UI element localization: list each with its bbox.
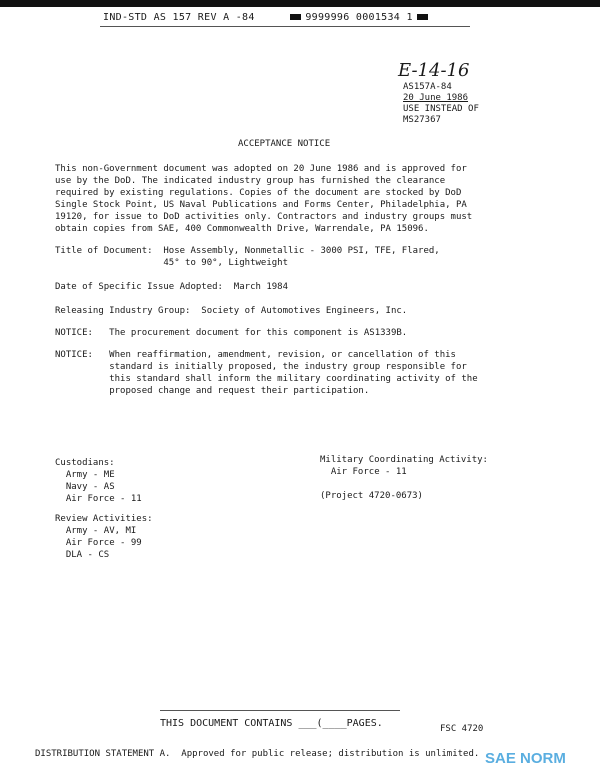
document-reference — [403, 82, 479, 126]
intro-paragraph: This non-Government document was adopted on 20 June 1986 and is approved for use by the DoD. The indicated industry group has furnished the clearance required by existing regulations. Copies of the document are stocked by DoD Single Stock Point, US Naval Publications and Forms Center, Philadelphia, PA 19120, for issue to DoD activities only. Contractors and industry groups must obtain copies from SAE, 400 Commonwealth Drive, Warrendale, PA 15096. — [55, 164, 473, 234]
review-activities: Review Activities: Army - AV, MI Air Force - 99 DLA - CS — [55, 514, 153, 560]
notice-procurement: NOTICE: The procurement document for this component is AS1339B. — [55, 328, 408, 338]
military-coordinating-activity: Military Coordinating Activity: Air Force - 11 (Project 4720-0673) — [320, 455, 488, 501]
notice-reaffirmation: NOTICE: When reaffirmation, amendment, revision, or cancellation of this standard is initially proposed, the industry group responsible for this standard shall inform the military coordinating activity of the proposed change and request their participation. — [55, 350, 478, 396]
page-title: ACCEPTANCE NOTICE — [238, 139, 331, 149]
date-adopted: Date of Specific Issue Adopted: March 1984 — [55, 282, 288, 292]
use-instead-label: USE INSTEAD OF — [403, 104, 479, 114]
scan-top-border — [0, 0, 600, 7]
fsc-code: FSC 4720 — [440, 724, 484, 734]
releasing-group: Releasing Industry Group: Society of Automotives Engineers, Inc. — [55, 306, 408, 316]
divider — [160, 710, 400, 711]
distribution-statement: DISTRIBUTION STATEMENT A. Approved for public release; distribution is unlimited. — [35, 749, 480, 759]
barcode-block — [290, 14, 301, 20]
barcode-block — [417, 14, 428, 20]
header-barcode-number: 9999996 0001534 1 — [305, 12, 413, 23]
header-doc-id: IND-STD AS 157 REV A -84 — [103, 12, 255, 23]
document-header — [103, 12, 432, 23]
superseded-doc: MS27367 — [403, 115, 441, 125]
sae-norm-watermark-logo: SAE NORM — [485, 750, 566, 767]
custodians: Custodians: Army - ME Navy - AS Air Force - 11 — [55, 458, 142, 504]
header-rule — [100, 26, 470, 27]
title-of-document: Title of Document: Hose Assembly, Nonmetallic - 3000 PSI, TFE, Flared, 45° to 90°, Lightweight — [55, 246, 440, 268]
doc-date: 20 June 1986 — [403, 93, 469, 103]
doc-number: AS157A-84 — [403, 82, 452, 92]
handwritten-note: E-14-16 — [398, 60, 470, 81]
page-count: THIS DOCUMENT CONTAINS ___(____PAGES. — [160, 718, 383, 729]
